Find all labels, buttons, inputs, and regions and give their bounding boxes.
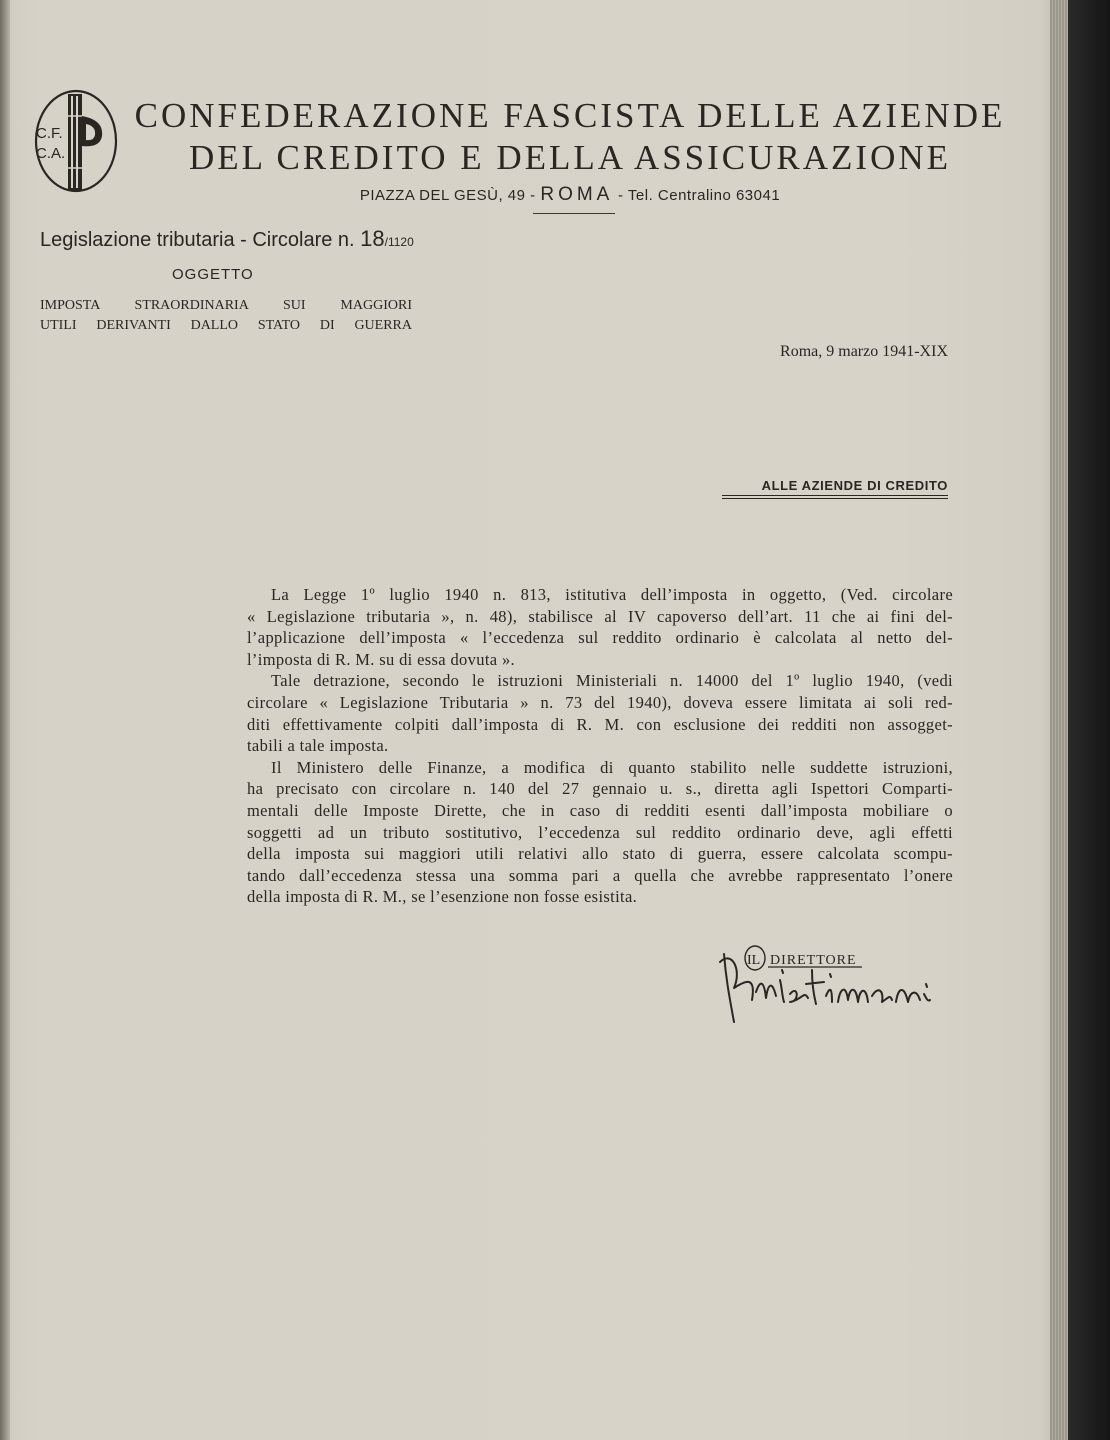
body-line: circolare « Legislazione Tributaria » n. 73 del 1940), doveva essere limitata ai soli red- — [247, 692, 953, 712]
body-line: tabili a tale imposta. — [247, 736, 389, 756]
confederation-logo — [30, 86, 122, 196]
circular-reference — [40, 226, 414, 252]
body-line: Il Ministero delle Finanze, a modifica di quanto stabilito nelle suddette istruzioni, — [271, 757, 953, 777]
circular-suffix: /1120 — [384, 235, 414, 249]
body-line: mentali delle Imposte Dirette, che in caso di redditi esenti dall’imposta mobiliare o — [247, 800, 953, 820]
body-line: l’imposta di R. M. su di essa dovuta ». — [247, 649, 516, 669]
body-line: tando dall’eccedenza stessa una somma pari a quella che avrebbe rappresentato l’onere — [247, 865, 953, 885]
body-line: della imposta sui maggiori utili relativi allo stato di guerra, essere calcolata scompu- — [247, 844, 953, 864]
circular-number: 18 — [360, 226, 385, 251]
binding-shadow — [0, 0, 10, 1440]
recipient-underline — [722, 495, 948, 496]
address-city: ROMA — [540, 184, 614, 205]
body-line: diti effettivamente colpiti dall’imposta di R. M. con esclusione dei redditi non assogget- — [247, 714, 953, 734]
body-line: della imposta di R. M., se l’esenzione non fosse esistita. — [247, 887, 638, 907]
address-phone: - Tel. Centralino 63041 — [618, 187, 781, 204]
subject-line: UTILI DERIVANTI DALLO STATO DI GUERRA — [40, 318, 412, 333]
org-address — [110, 184, 1030, 206]
body-line: Tale detrazione, secondo le istruzioni Ministeriali n. 14000 del 1º luglio 1940, (vedi — [271, 671, 953, 691]
subject-line: IMPOSTA STRAORDINARIA SUI MAGGIORI — [40, 298, 412, 313]
svg-text:C.A.: C.A. — [36, 145, 66, 162]
subject-label: OGGETTO — [172, 266, 254, 283]
body-line: soggetti ad un tributo sostitutivo, l’eccedenza sul reddito ordinario deve, agli effetti — [247, 822, 953, 842]
recipient: ALLE AZIENDE DI CREDITO — [761, 478, 948, 493]
letter-body — [247, 584, 953, 908]
circular-label: Legislazione tributaria - Circolare n. — [40, 229, 355, 251]
recipient-underline-double — [722, 498, 948, 499]
header-rule — [533, 213, 615, 214]
subject-text — [40, 296, 412, 336]
body-line: l’applicazione dell’imposta « l’eccedenza sul reddito ordinario è calcolata al netto del- — [247, 628, 953, 648]
svg-text:IL: IL — [747, 953, 761, 968]
body-line: « Legislazione tributaria », n. 48), stabilisce al IV capoverso dell’art. 11 che ai fini del- — [247, 606, 953, 626]
org-name-line1: CONFEDERAZIONE FASCISTA DELLE AZIENDE — [134, 96, 1006, 135]
body-line: ha precisato con circolare n. 140 del 27 gennaio u. s., diretta agli Ispettori Comparti- — [247, 779, 953, 799]
letter-date: Roma, 9 marzo 1941-XIX — [780, 343, 948, 360]
org-name-line2: DEL CREDITO E DELLA ASSICURAZIONE — [188, 138, 952, 177]
page-edges — [1050, 0, 1068, 1440]
address-street: PIAZZA DEL GESÙ, 49 - — [359, 187, 536, 204]
book-cover-edge — [1068, 0, 1110, 1440]
svg-text:C.F.: C.F. — [36, 125, 63, 142]
director-signature — [712, 940, 972, 1030]
svg-text:DIRETTORE: DIRETTORE — [770, 953, 857, 968]
body-line: La Legge 1º luglio 1940 n. 813, istitutiva dell’imposta in oggetto, (Ved. circolare — [271, 585, 953, 604]
